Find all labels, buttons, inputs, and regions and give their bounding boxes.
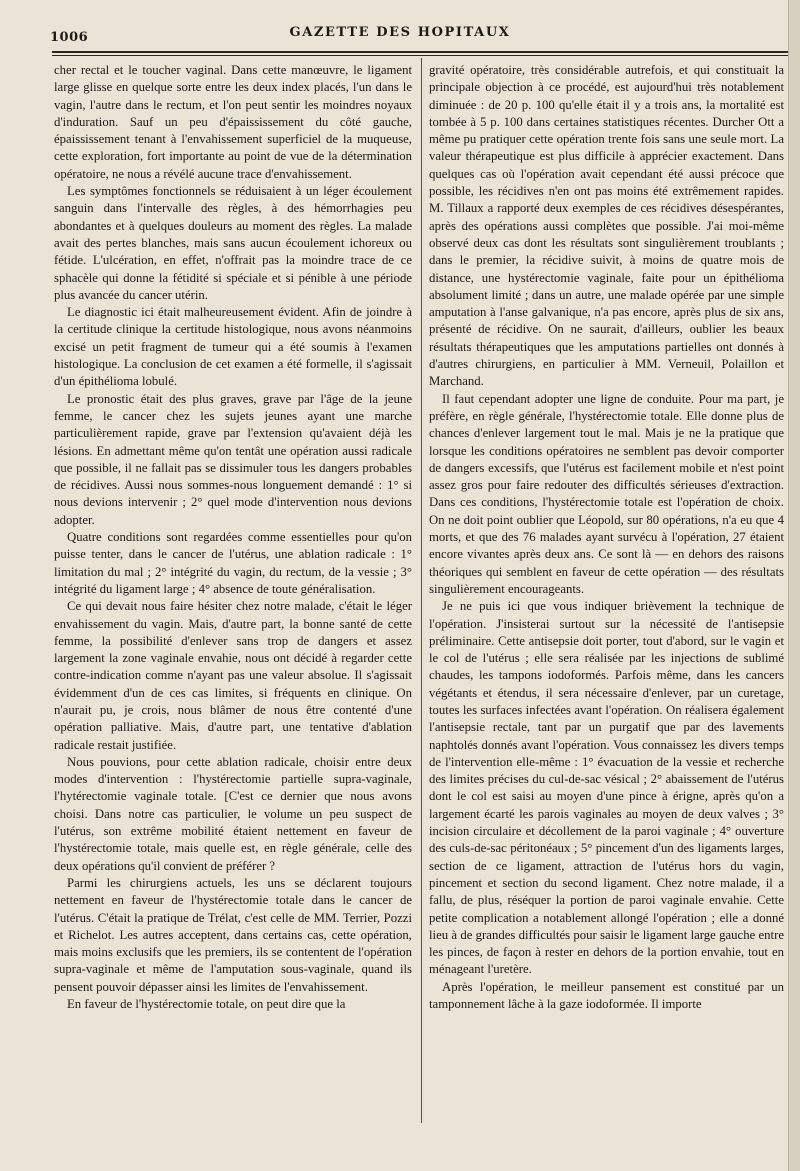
paragraph: Parmi les chirurgiens actuels, les uns se déclarent toujours nettement en faveur de l'hystérectomie totale dans le cancer de l'utérus. C'était la pratique de Trélat, c'est celle de MM. Terrier, Pozzi et Richelot. Les autres acceptent, dans certains cas, cette opération, mais moins exclusifs que les premiers, ils se contentent de l'opération supra-vaginale et même de l'amputation sous-vaginale, quand ils pensent pouvoir dépasser ainsi les limites de l'envahissement.	[54, 875, 412, 994]
paragraph: Quatre conditions sont regardées comme essentielles pour qu'on puisse tenter, dans le cancer de l'utérus, une ablation radicale : 1° limitation du mal ; 2° intégrité du vagin, du rectum, de la vessie ; 3° intégrité du ligament large ; 4° absence de toute généralisation.	[54, 530, 412, 596]
paragraph: En faveur de l'hystérectomie totale, on peut dire que la	[67, 997, 346, 1012]
paragraph: Nous pouvions, pour cette ablation radicale, choisir entre deux modes d'intervention : l'hystérectomie partielle supra-vaginale, l'hytérectomie vaginale totale. [C'est ce dernier que nous avons choisi. Dans notre cas particulier, le volume un peu suspect de l'utérus, son extrême mobilité étaient nettement en faveur de l'hystérectomie totale, mais quelle est, en règle générale, celle des deux opérations qu'il convient de préférer ?	[54, 754, 412, 873]
paragraph: Les symptômes fonctionnels se réduisaient à un léger écoulement sanguin dans l'intervalle des règles, à des hémorrhagies peu abondantes et à quelques douleurs au moment des règles. La malade avait des pertes blanches, mais sans aucun écoulement ichoreux ou fétide. L'ulcération, en effet, n'offrait pas la moindre trace de ce sphacèle qui donne la fétidité si spéciale et si pénible à une période plus avancée du cancer utérin.	[54, 184, 412, 302]
left-column	[54, 62, 412, 1120]
paragraph: Il faut cependant adopter une ligne de conduite. Pour ma part, je préfère, en règle générale, l'hystérectomie totale. Elle donne plus de chances d'enlever largement tout le mal. Mais je ne la pratique que lorsque les conditions opératoires ne semblent pas devoir comporter de dangers excessifs, que l'utérus est facilement mobile et n'est point assez gros pour faire redouter des difficultés sérieuses d'extraction. Dans ces conditions, l'hystérectomie totale est l'opération de choix. On ne doit point oublier que Léopold, sur 80 opérations, n'a eu que 4 morts, et que des 76 malades ayant survécu à l'opération, 27 étaient encore vivantes après deux ans. Ce sont là — en dehors des raisons théoriques qui semblent en faveur de cette opération — des résultats singulièrement encourageants.	[429, 391, 784, 596]
paragraph: cher rectal et le toucher vaginal. Dans cette manœuvre, le ligament large glisse en quelque sorte entre les deux index placés, l'un dans le vagin, l'autre dans le rectum, et l'on peut sentir les moindres noyaux d'induration. Sauf un peu d'épaississement du côté gauche, épaississement tenant à l'envahissement superficiel de la muqueuse, cette exploration, fort importante au point de vue de la détermination opératoire, ne nous a révélé aucune trace d'envahissement.	[54, 63, 412, 181]
header-rule	[52, 51, 792, 53]
paragraph: gravité opératoire, très considérable autrefois, et qui constituait la principale objection à ce procédé, est aujourd'hui très notablement diminuée : de 20 p. 100 qu'elle était il y a trois ans, la mortalité est tombée à 5 p. 100 dans certaines statistiques récentes. Durcher Ott a même pu pratiquer cette opération trente fois sans une seule mort. La valeur thérapeutique est plus difficile à apprécier exactement. Dans quelques cas où l'opération avait cependant été aussi précoce que possible, les récidives n'en ont pas moins été extrêmement rapides. M. Tillaux a rapporté deux exemples de ces récidives désespérantes, après des opérations aussi complètes que possible. J'ai moi-même observé deux cas dont les résultats sont singulièrement troublants ; dans le premier, la récidive suivit, à moins de quatre mois de distance, une hystérectomie vaginale, faite pour un épithélioma absolument limité ; dans un autre, une malade opérée par une simple amputation à l'anse galvanique, n'a pas encore, après plus de six ans, présenté de récidive. On ne saurait, d'ailleurs, oublier les beaux résultats thérapeutiques que les amputations partielles ont donnés à d'autres chirurgiens, en particulier à MM. Verneuil, Polaillon et Marchand.	[429, 63, 784, 389]
page-number: 1006	[50, 30, 89, 45]
paragraph: Après l'opération, le meilleur pansement est constitué par un tamponnement lâche à la gaze iodoformée. Il importe	[429, 979, 784, 1012]
paragraph: Le pronostic était des plus graves, grave par l'âge de la jeune femme, le cancer chez les sujets jeunes ayant une marche particulièrement rapide, grave par l'extension qu'avaient déjà les lésions. En admettant même qu'on tentât une opération aussi radicale que possible, il ne fallait pas se dissimuler tous les dangers probables de récidives. Aussi nous sommes-nous longuement demandé : 1° si nous devions intervenir ; 2° quel mode d'intervention nous devions adopter.	[54, 391, 412, 527]
paragraph: Je ne puis ici que vous indiquer brièvement la technique de l'opération. J'insisterai surtout sur la nécessité de l'antisepsie préliminaire. Cette antisepsie doit porter, tout d'abord, sur le vagin et le col de l'utérus ; elle sera réalisée par les injections de sublimé chaudes, les tampons iodoformés. Parfois même, dans les cancers végétants et étendus, il sera nécessaire d'enlever, par un curetage, toutes les surfaces infectées avant l'opération. On réalisera également l'antisepsie rectale, tant par un purgatif que par des lavements naphtolés donnés avant l'opération. Vous connaissez les divers temps de l'intervention elle-même : 1° évacuation de la vessie et recherche des limites précises du cul-de-sac vésical ; 2° abaissement de l'utérus dont le col est saisi au moyen d'une pince à érigne, après qu'on a largement écarté les parois vaginales au moyen de deux valves ; 3° incision circulaire et décollement de la paroi vaginale ; 4° ouverture des culs-de-sac péritonéaux ; 5° pincement d'un des ligaments larges, section de ce ligament, attraction de l'utérus hors du vagin, pincement et section du second ligament. Chez notre malade, il a fallu, de plus, réséquer la portion de paroi vaginale envahie. Cette petite complication a notablement allongé l'opération ; elle a donné lieu à de grandes difficultés pour saisir le ligament large gauche entre les pinces, de façon à rester en dehors de la portion envahie, tout en ménageant l'uretère.	[429, 599, 784, 977]
column-divider	[421, 58, 422, 1123]
paragraph: Le diagnostic ici était malheureusement évident. Afin de joindre à la certitude clinique la certitude histologique, nous avons néanmoins excisé un petit fragment de tumeur qui a été soumis à l'examen histologique. La conclusion de cet examen a été formelle, il s'agissait d'un épithélioma lobulé.	[54, 305, 412, 389]
header-rule-thin	[52, 55, 792, 56]
paragraph: Ce qui devait nous faire hésiter chez notre malade, c'était le léger envahissement du vagin. Mais, d'autre part, la bonne santé de cette femme, la possibilité d'enlever sans trop de dangers et assez largement la zone vaginale envahie, nous ont décidé à regarder cette contre-indication comme n'ayant pas une valeur absolue. Il s'agissait évidemment d'un de ces cas limites, si fréquents en clinique. On n'aurait pu, je crois, nous blâmer de nous être contenté d'une opération palliative. Mais, d'autre part, une tentative d'ablation radicale restait justifiée.	[54, 599, 412, 752]
journal-title: GAZETTE DES HOPITAUX	[289, 25, 511, 40]
page-header	[0, 0, 800, 60]
right-column	[429, 62, 784, 1120]
page-binding-edge	[788, 0, 800, 1171]
